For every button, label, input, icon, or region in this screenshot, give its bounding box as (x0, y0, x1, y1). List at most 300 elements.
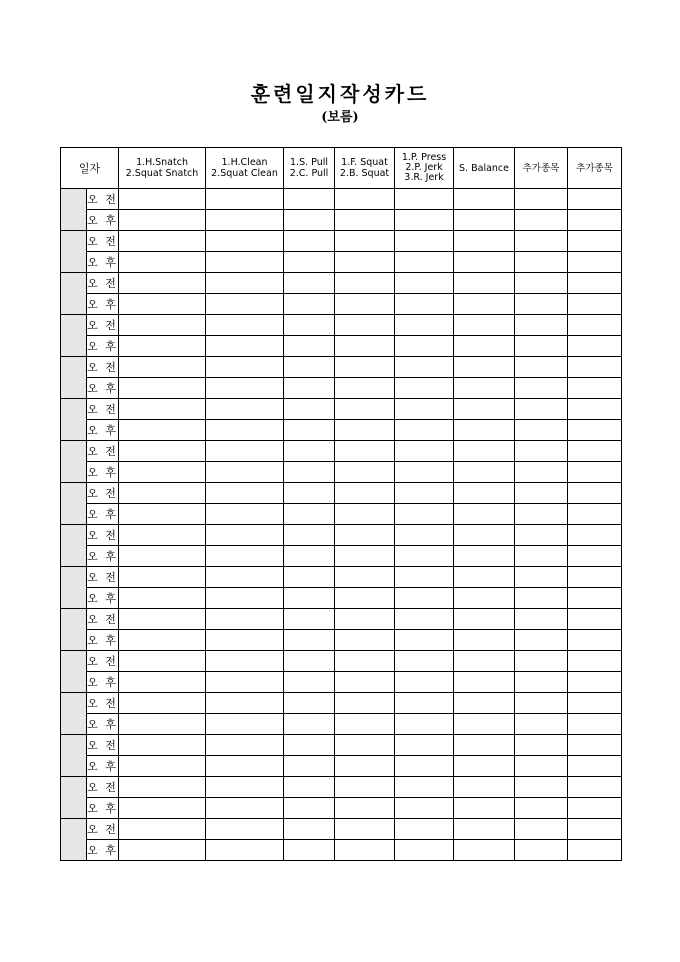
entry-cell[interactable] (568, 504, 622, 525)
entry-cell[interactable] (395, 756, 454, 777)
entry-cell[interactable] (284, 630, 335, 651)
entry-cell[interactable] (206, 399, 284, 420)
entry-cell[interactable] (395, 504, 454, 525)
entry-cell[interactable] (335, 357, 395, 378)
entry-cell[interactable] (119, 546, 206, 567)
entry-cell[interactable] (515, 525, 568, 546)
entry-cell[interactable] (335, 672, 395, 693)
entry-cell[interactable] (206, 525, 284, 546)
entry-cell[interactable] (335, 252, 395, 273)
entry-cell[interactable] (454, 819, 515, 840)
entry-cell[interactable] (395, 672, 454, 693)
entry-cell[interactable] (568, 714, 622, 735)
entry-cell[interactable] (515, 210, 568, 231)
entry-cell[interactable] (335, 483, 395, 504)
day-cell[interactable] (61, 609, 87, 651)
entry-cell[interactable] (515, 294, 568, 315)
entry-cell[interactable] (119, 609, 206, 630)
entry-cell[interactable] (206, 231, 284, 252)
entry-cell[interactable] (119, 462, 206, 483)
entry-cell[interactable] (119, 819, 206, 840)
entry-cell[interactable] (206, 588, 284, 609)
entry-cell[interactable] (568, 819, 622, 840)
entry-cell[interactable] (119, 525, 206, 546)
pm-label: 오 후 (87, 336, 119, 357)
entry-cell[interactable] (395, 420, 454, 441)
entry-cell[interactable] (395, 609, 454, 630)
day-cell[interactable] (61, 777, 87, 819)
entry-cell[interactable] (335, 231, 395, 252)
entry-cell[interactable] (206, 315, 284, 336)
entry-cell[interactable] (515, 336, 568, 357)
entry-cell[interactable] (454, 588, 515, 609)
entry-cell[interactable] (284, 609, 335, 630)
entry-cell[interactable] (395, 273, 454, 294)
pm-label: 오 후 (87, 546, 119, 567)
entry-cell[interactable] (568, 609, 622, 630)
entry-cell[interactable] (454, 483, 515, 504)
entry-cell[interactable] (119, 777, 206, 798)
entry-cell[interactable] (206, 714, 284, 735)
entry-cell[interactable] (335, 651, 395, 672)
entry-cell[interactable] (515, 819, 568, 840)
entry-cell[interactable] (206, 420, 284, 441)
entry-cell[interactable] (335, 273, 395, 294)
entry-cell[interactable] (206, 693, 284, 714)
entry-cell[interactable] (515, 252, 568, 273)
entry-cell[interactable] (284, 420, 335, 441)
table-row (61, 714, 622, 735)
table-row (61, 336, 622, 357)
entry-cell[interactable] (454, 735, 515, 756)
entry-cell[interactable] (515, 630, 568, 651)
day-cell[interactable] (61, 651, 87, 693)
entry-cell[interactable] (335, 399, 395, 420)
entry-cell[interactable] (515, 546, 568, 567)
entry-cell[interactable] (395, 231, 454, 252)
entry-cell[interactable] (119, 378, 206, 399)
entry-cell[interactable] (284, 735, 335, 756)
header-line: 2.Squat Clean (211, 168, 278, 179)
day-cell[interactable] (61, 315, 87, 357)
entry-cell[interactable] (119, 630, 206, 651)
entry-cell[interactable] (568, 756, 622, 777)
entry-cell[interactable] (568, 630, 622, 651)
entry-cell[interactable] (454, 756, 515, 777)
entry-cell[interactable] (206, 378, 284, 399)
entry-cell[interactable] (335, 294, 395, 315)
day-cell[interactable] (61, 693, 87, 735)
entry-cell[interactable] (395, 252, 454, 273)
entry-cell[interactable] (395, 483, 454, 504)
entry-cell[interactable] (206, 252, 284, 273)
entry-cell[interactable] (568, 315, 622, 336)
entry-cell[interactable] (335, 378, 395, 399)
entry-cell[interactable] (395, 735, 454, 756)
entry-cell[interactable] (284, 189, 335, 210)
entry-cell[interactable] (206, 483, 284, 504)
entry-cell[interactable] (119, 714, 206, 735)
entry-cell[interactable] (284, 504, 335, 525)
table-row (61, 504, 622, 525)
entry-cell[interactable] (119, 294, 206, 315)
entry-cell[interactable] (335, 777, 395, 798)
entry-cell[interactable] (119, 588, 206, 609)
entry-cell[interactable] (515, 420, 568, 441)
entry-cell[interactable] (454, 630, 515, 651)
entry-cell[interactable] (335, 714, 395, 735)
entry-cell[interactable] (568, 441, 622, 462)
entry-cell[interactable] (568, 567, 622, 588)
entry-cell[interactable] (395, 189, 454, 210)
entry-cell[interactable] (335, 588, 395, 609)
table-row (61, 315, 622, 336)
entry-cell[interactable] (395, 378, 454, 399)
entry-cell[interactable] (119, 420, 206, 441)
entry-cell[interactable] (515, 504, 568, 525)
entry-cell[interactable] (119, 189, 206, 210)
table-row (61, 294, 622, 315)
entry-cell[interactable] (284, 546, 335, 567)
entry-cell[interactable] (284, 357, 335, 378)
entry-cell[interactable] (206, 357, 284, 378)
entry-cell[interactable] (454, 672, 515, 693)
entry-cell[interactable] (568, 777, 622, 798)
entry-cell[interactable] (515, 588, 568, 609)
entry-cell[interactable] (515, 189, 568, 210)
entry-cell[interactable] (335, 336, 395, 357)
entry-cell[interactable] (515, 273, 568, 294)
header-line: 2.B. Squat (339, 168, 390, 179)
entry-cell[interactable] (454, 777, 515, 798)
entry-cell[interactable] (454, 231, 515, 252)
entry-cell[interactable] (284, 252, 335, 273)
entry-cell[interactable] (335, 441, 395, 462)
entry-cell[interactable] (568, 651, 622, 672)
entry-cell[interactable] (515, 714, 568, 735)
entry-cell[interactable] (454, 693, 515, 714)
entry-cell[interactable] (284, 399, 335, 420)
entry-cell[interactable] (284, 756, 335, 777)
entry-cell[interactable] (335, 504, 395, 525)
entry-cell[interactable] (119, 672, 206, 693)
entry-cell[interactable] (206, 735, 284, 756)
entry-cell[interactable] (119, 399, 206, 420)
entry-cell[interactable] (454, 462, 515, 483)
pm-label: 오 후 (87, 672, 119, 693)
entry-cell[interactable] (335, 546, 395, 567)
table-row (61, 777, 622, 798)
entry-cell[interactable] (454, 378, 515, 399)
entry-cell[interactable] (206, 189, 284, 210)
entry-cell[interactable] (119, 693, 206, 714)
entry-cell[interactable] (335, 756, 395, 777)
entry-cell[interactable] (335, 189, 395, 210)
day-cell[interactable] (61, 483, 87, 525)
entry-cell[interactable] (335, 420, 395, 441)
entry-cell[interactable] (454, 273, 515, 294)
entry-cell[interactable] (395, 840, 454, 861)
entry-cell[interactable] (206, 777, 284, 798)
day-cell[interactable] (61, 189, 87, 231)
entry-cell[interactable] (284, 462, 335, 483)
entry-cell[interactable] (395, 588, 454, 609)
entry-cell[interactable] (568, 840, 622, 861)
entry-cell[interactable] (568, 231, 622, 252)
entry-cell[interactable] (515, 315, 568, 336)
entry-cell[interactable] (395, 693, 454, 714)
entry-cell[interactable] (568, 546, 622, 567)
table-row (61, 462, 622, 483)
entry-cell[interactable] (515, 798, 568, 819)
entry-cell[interactable] (335, 798, 395, 819)
am-label: 오 전 (87, 483, 119, 504)
entry-cell[interactable] (515, 567, 568, 588)
entry-cell[interactable] (568, 336, 622, 357)
day-cell[interactable] (61, 735, 87, 777)
entry-cell[interactable] (395, 525, 454, 546)
entry-cell[interactable] (335, 462, 395, 483)
header-line: 1.S. Pull (290, 157, 329, 168)
entry-cell[interactable] (515, 399, 568, 420)
entry-cell[interactable] (206, 462, 284, 483)
entry-cell[interactable] (568, 588, 622, 609)
entry-cell[interactable] (335, 525, 395, 546)
day-cell[interactable] (61, 273, 87, 315)
entry-cell[interactable] (454, 357, 515, 378)
entry-cell[interactable] (284, 273, 335, 294)
entry-cell[interactable] (284, 693, 335, 714)
entry-cell[interactable] (119, 252, 206, 273)
entry-cell[interactable] (568, 252, 622, 273)
entry-cell[interactable] (119, 231, 206, 252)
entry-cell[interactable] (206, 672, 284, 693)
day-cell[interactable] (61, 567, 87, 609)
entry-cell[interactable] (454, 441, 515, 462)
entry-cell[interactable] (119, 651, 206, 672)
pm-label: 오 후 (87, 252, 119, 273)
entry-cell[interactable] (515, 735, 568, 756)
entry-cell[interactable] (206, 651, 284, 672)
entry-cell[interactable] (119, 504, 206, 525)
entry-cell[interactable] (568, 420, 622, 441)
entry-cell[interactable] (395, 777, 454, 798)
am-label: 오 전 (87, 525, 119, 546)
entry-cell[interactable] (395, 630, 454, 651)
am-label: 오 전 (87, 735, 119, 756)
entry-cell[interactable] (568, 399, 622, 420)
entry-cell[interactable] (515, 609, 568, 630)
entry-cell[interactable] (119, 756, 206, 777)
entry-cell[interactable] (206, 294, 284, 315)
entry-cell[interactable] (395, 315, 454, 336)
entry-cell[interactable] (206, 630, 284, 651)
entry-cell[interactable] (119, 273, 206, 294)
entry-cell[interactable] (568, 294, 622, 315)
entry-cell[interactable] (284, 672, 335, 693)
am-label: 오 전 (87, 567, 119, 588)
entry-cell[interactable] (568, 735, 622, 756)
entry-cell[interactable] (568, 462, 622, 483)
entry-cell[interactable] (454, 651, 515, 672)
entry-cell[interactable] (335, 609, 395, 630)
entry-cell[interactable] (206, 819, 284, 840)
entry-cell[interactable] (454, 189, 515, 210)
entry-cell[interactable] (515, 378, 568, 399)
entry-cell[interactable] (568, 210, 622, 231)
entry-cell[interactable] (395, 357, 454, 378)
entry-cell[interactable] (284, 567, 335, 588)
entry-cell[interactable] (119, 840, 206, 861)
entry-cell[interactable] (454, 567, 515, 588)
entry-cell[interactable] (395, 798, 454, 819)
entry-cell[interactable] (568, 357, 622, 378)
entry-cell[interactable] (335, 735, 395, 756)
entry-cell[interactable] (206, 840, 284, 861)
day-cell[interactable] (61, 441, 87, 483)
entry-cell[interactable] (454, 714, 515, 735)
entry-cell[interactable] (119, 735, 206, 756)
entry-cell[interactable] (284, 777, 335, 798)
entry-cell[interactable] (284, 798, 335, 819)
entry-cell[interactable] (284, 714, 335, 735)
entry-cell[interactable] (515, 441, 568, 462)
entry-cell[interactable] (454, 336, 515, 357)
entry-cell[interactable] (454, 252, 515, 273)
entry-cell[interactable] (206, 273, 284, 294)
entry-cell[interactable] (515, 693, 568, 714)
entry-cell[interactable] (284, 441, 335, 462)
entry-cell[interactable] (515, 462, 568, 483)
header-line: 추가종목 (522, 162, 560, 174)
entry-cell[interactable] (206, 567, 284, 588)
entry-cell[interactable] (515, 651, 568, 672)
entry-cell[interactable] (395, 336, 454, 357)
entry-cell[interactable] (454, 399, 515, 420)
entry-cell[interactable] (206, 798, 284, 819)
entry-cell[interactable] (515, 840, 568, 861)
entry-cell[interactable] (206, 756, 284, 777)
entry-cell[interactable] (284, 294, 335, 315)
entry-cell[interactable] (454, 420, 515, 441)
entry-cell[interactable] (454, 210, 515, 231)
header-line: 추가종목 (576, 162, 613, 174)
entry-cell[interactable] (515, 231, 568, 252)
entry-cell[interactable] (568, 483, 622, 504)
entry-cell[interactable] (568, 378, 622, 399)
entry-cell[interactable] (335, 840, 395, 861)
day-cell[interactable] (61, 357, 87, 399)
entry-cell[interactable] (515, 357, 568, 378)
entry-cell[interactable] (206, 609, 284, 630)
entry-cell[interactable] (206, 441, 284, 462)
entry-cell[interactable] (206, 504, 284, 525)
entry-cell[interactable] (395, 441, 454, 462)
entry-cell[interactable] (568, 693, 622, 714)
entry-cell[interactable] (119, 483, 206, 504)
entry-cell[interactable] (335, 630, 395, 651)
entry-cell[interactable] (568, 798, 622, 819)
entry-cell[interactable] (454, 525, 515, 546)
day-cell[interactable] (61, 819, 87, 861)
header-squat (335, 148, 395, 189)
entry-cell[interactable] (119, 210, 206, 231)
entry-cell[interactable] (568, 672, 622, 693)
entry-cell[interactable] (395, 210, 454, 231)
entry-cell[interactable] (335, 819, 395, 840)
entry-cell[interactable] (284, 588, 335, 609)
entry-cell[interactable] (515, 672, 568, 693)
entry-cell[interactable] (395, 567, 454, 588)
day-cell[interactable] (61, 525, 87, 567)
entry-cell[interactable] (284, 819, 335, 840)
entry-cell[interactable] (284, 525, 335, 546)
entry-cell[interactable] (395, 546, 454, 567)
entry-cell[interactable] (454, 798, 515, 819)
entry-cell[interactable] (395, 294, 454, 315)
entry-cell[interactable] (454, 315, 515, 336)
entry-cell[interactable] (119, 357, 206, 378)
entry-cell[interactable] (284, 315, 335, 336)
entry-cell[interactable] (395, 819, 454, 840)
entry-cell[interactable] (454, 840, 515, 861)
entry-cell[interactable] (284, 840, 335, 861)
entry-cell[interactable] (335, 315, 395, 336)
entry-cell[interactable] (284, 378, 335, 399)
entry-cell[interactable] (206, 336, 284, 357)
entry-cell[interactable] (119, 798, 206, 819)
entry-cell[interactable] (515, 777, 568, 798)
entry-cell[interactable] (335, 567, 395, 588)
entry-cell[interactable] (335, 210, 395, 231)
table-row (61, 819, 622, 840)
entry-cell[interactable] (454, 609, 515, 630)
entry-cell[interactable] (515, 483, 568, 504)
entry-cell[interactable] (454, 294, 515, 315)
entry-cell[interactable] (284, 651, 335, 672)
header-day: 일자 (61, 148, 119, 189)
entry-cell[interactable] (395, 399, 454, 420)
entry-cell[interactable] (119, 315, 206, 336)
entry-cell[interactable] (119, 567, 206, 588)
day-cell[interactable] (61, 231, 87, 273)
entry-cell[interactable] (568, 189, 622, 210)
entry-cell[interactable] (515, 756, 568, 777)
table-row (61, 273, 622, 294)
entry-cell[interactable] (454, 546, 515, 567)
pm-label: 오 후 (87, 294, 119, 315)
entry-cell[interactable] (206, 546, 284, 567)
entry-cell[interactable] (284, 231, 335, 252)
table-row (61, 420, 622, 441)
day-cell[interactable] (61, 399, 87, 441)
entry-cell[interactable] (395, 651, 454, 672)
entry-cell[interactable] (395, 714, 454, 735)
entry-cell[interactable] (568, 525, 622, 546)
entry-cell[interactable] (119, 336, 206, 357)
entry-cell[interactable] (119, 441, 206, 462)
entry-cell[interactable] (395, 462, 454, 483)
pm-label: 오 후 (87, 756, 119, 777)
entry-cell[interactable] (335, 693, 395, 714)
entry-cell[interactable] (206, 210, 284, 231)
entry-cell[interactable] (454, 504, 515, 525)
entry-cell[interactable] (284, 210, 335, 231)
entry-cell[interactable] (284, 483, 335, 504)
entry-cell[interactable] (568, 273, 622, 294)
header-line: 1.H.Snatch (136, 157, 188, 168)
entry-cell[interactable] (284, 336, 335, 357)
